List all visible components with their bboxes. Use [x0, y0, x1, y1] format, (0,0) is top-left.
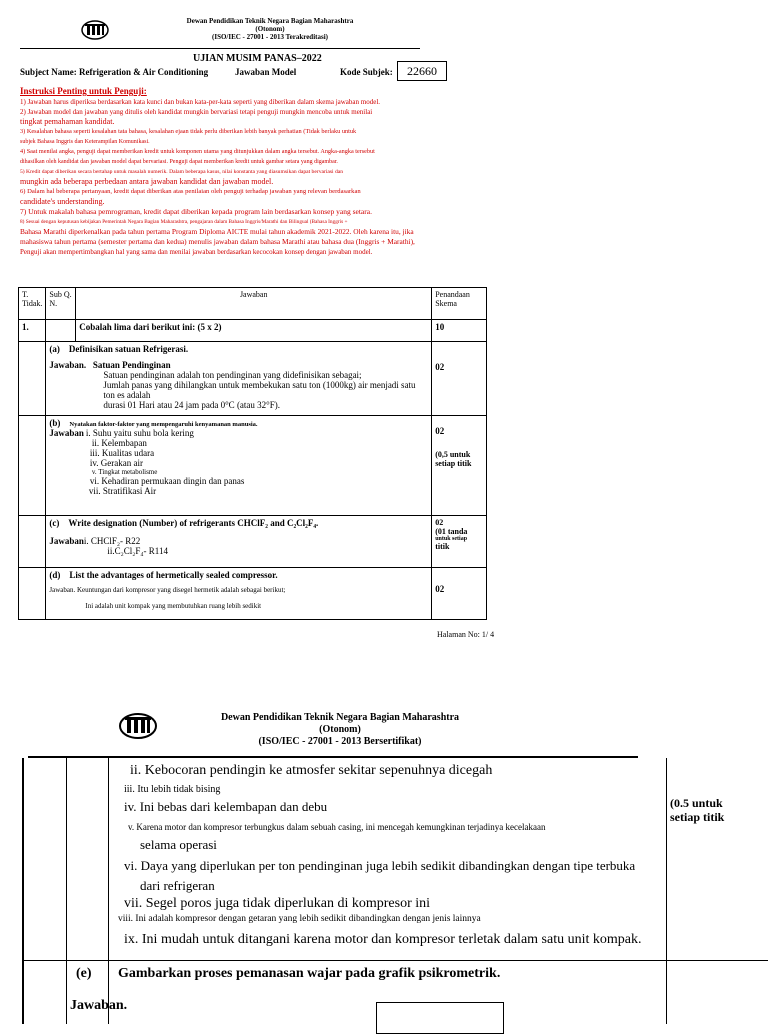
answer-b-item: vii. Stratifikasi Air: [88, 486, 157, 496]
instruction-line: Bahasa Marathi diperkenalkan pada tahun pertama Program Diploma AICTE mulai tahun akademik 2021-2022. Oleh karena itu, jika: [20, 227, 414, 236]
mark-a: 02: [435, 362, 445, 372]
mark-c-note1: (01 tanda: [435, 527, 468, 536]
answer-label: Jawaban.: [70, 998, 128, 1013]
instruction-line: mungkin ada beberapa perbedaan antara jawaban kandidat dan jawaban model.: [20, 177, 274, 186]
table-header-row: [19, 288, 487, 320]
question-instruction: Cobalah lima dari berikut ini: (5 x 2): [76, 320, 432, 342]
answer-label: Jawaban.: [49, 360, 87, 370]
sub-question-d: (d): [49, 570, 61, 580]
answer-label: Jawaban: [49, 428, 84, 438]
mark-b-note: (0,5 untuk setiap titik: [435, 450, 472, 468]
header-line1: Dewan Pendidikan Teknik Negara Bagian Maharashtra: [186, 17, 354, 25]
header-line1: Dewan Pendidikan Teknik Negara Bagian Maharashtra: [220, 712, 460, 723]
mark-c: 02: [435, 518, 444, 527]
col-answer: Jawaban: [76, 288, 432, 320]
answer-d-item: v. Karena motor dan kompresor terbungkus dalam sebuah casing, ini mencegah kemungkinan terjadinya kecelakaan: [128, 822, 546, 832]
answer-a-heading: Satuan Pendinginan: [92, 360, 171, 370]
mark-c-note3: titik: [435, 542, 450, 551]
subject-name: Subject Name: Refrigeration & Air Conditioning: [20, 67, 209, 77]
answer-c-line1: i. CHClF₂- R22: [83, 536, 141, 546]
header-line3: (ISO/IEC - 27001 - 2013 Terakreditasi): [212, 33, 328, 41]
mark-d-note: (0.5 untuk setiap titik: [670, 796, 725, 824]
sub-question-e: (e): [76, 966, 92, 981]
instruction-line: dihasilkan oleh kandidat dan jawaban model dapat bervariasi. Penguji dapat memberikan kredit untuk gambar setara yang digambar.: [20, 159, 338, 165]
instructions-title: Instruksi Penting untuk Penguji:: [20, 86, 147, 96]
answer-a-line: durasi 01 Hari atau 24 jam pada 0°C (atau 32°F).: [103, 400, 281, 410]
instruction-line: 1) Jawaban harus diperiksa berdasarkan kata kunci dan bukan kata-per-kata seperti yang diberikan dalam skema jawaban model.: [20, 98, 381, 106]
instruction-line: subjek Bahasa Inggris dan Keterampilan Komunikasi.: [20, 139, 150, 145]
answer-d-item: dari refrigeran: [140, 878, 215, 893]
instruction-line: tingkat pemahaman kandidat.: [20, 117, 115, 126]
answer-c-line2: ii.C₂Cl₂F₄- R114: [107, 546, 168, 556]
answer-d-item: ii. Kebocoran pendingin ke atmosfer sekitar sepenuhnya dicegah: [130, 763, 493, 778]
instruction-line: 3) Kesalahan bahasa seperti kesalahan tata bahasa, kesalahan ejaan tidak perlu diberikan lebih banyak perhatian (Tidak berlaku untuk: [20, 128, 357, 135]
page-2: [0, 700, 768, 1024]
col-marking-scheme: Penandaan Skema: [432, 288, 487, 320]
answer-b-item: v. Tingkat metabolisme: [91, 468, 158, 476]
answer-b-item: vi. Kehadiran permukaan dingin dan panas: [89, 476, 245, 486]
answer-b-item: iv. Gerakan air: [89, 458, 144, 468]
exam-title: UJIAN MUSIM PANAS–2022: [193, 53, 322, 64]
col-question-no: T. Tidak.: [19, 288, 46, 320]
question-c-text: Write designation (Number) of refrigerants CHClF₂ and C₂Cl₂F₄.: [68, 518, 319, 528]
question-number: 1.: [19, 320, 46, 342]
board-logo-icon: [118, 712, 158, 740]
sub-question-a: (a): [49, 344, 60, 354]
answer-d-line1: Ini adalah unit kompak yang membutuhkan ruang lebih sedikit: [85, 602, 262, 610]
table-row: [19, 568, 487, 620]
answer-label: Jawaban: [49, 536, 84, 546]
model-answer-label: Jawaban Model: [235, 67, 297, 77]
instruction-line: 6) Dalam hal beberapa pertanyaan, kredit dapat diberikan atas penilaian oleh penguji terhadap jawaban yang relevan berdasarkan: [20, 188, 361, 195]
instruction-line: Penguji akan mempertimbangkan hal yang sama dan menilai jawaban berdasarkan kecocokan konsep dengan jawaban model.: [20, 248, 373, 256]
answer-d-item: ix. Ini mudah untuk ditangani karena motor dan kompresor terletak dalam satu unit kompak.: [124, 932, 642, 947]
answer-a-line: Jumlah panas yang dihilangkan untuk membekukan satu ton (1000kg) air menjadi satu ton es adalah: [103, 380, 416, 400]
header-line2: (Otonom): [319, 724, 361, 735]
col-sub-question: Sub Q. N.: [46, 288, 76, 320]
instruction-line: 7) Untuk makalah bahasa pemrograman, kredit dapat diberikan kepada program lain berdasarkan konsep yang setara.: [20, 207, 372, 216]
answer-d-item: vii. Segel poros juga tidak diperlukan di kompresor ini: [124, 896, 431, 911]
question-mark: 10: [432, 320, 487, 342]
answer-d-item: iii. Itu lebih tidak bising: [124, 784, 221, 795]
sub-question-c: (c): [49, 518, 60, 528]
instruction-line: 8) Sesuai dengan keputusan kebijakan Pemerintah Negara Bagian Maharashtra, pengajaran dalam Bahasa Inggris/Marathi dan Bilingual (Bahasa Inggris +: [20, 219, 348, 225]
answer-b-item: iii. Kualitas udara: [89, 448, 155, 458]
table-row: [19, 320, 487, 342]
answer-b-item: i. Suhu yaitu suhu bola kering: [85, 428, 194, 438]
instructions-list: [20, 97, 748, 257]
answer-d-item: iv. Ini bebas dari kelembapan dan debu: [124, 799, 328, 814]
answer-d-intro: Jawaban. Keuntungan dari kompresor yang disegel hermetik adalah sebagai berikut;: [49, 586, 286, 594]
header-divider: [20, 48, 420, 49]
psychrometric-chart-box: [376, 1002, 504, 1034]
table-row: [19, 342, 487, 416]
mark-b: 02: [435, 426, 445, 436]
subject-code-label: Kode Subjek:: [340, 67, 393, 77]
instruction-line: mahasiswa tahun pertama (semester pertama dan kedua) menulis jawaban dalam bahasa Marathi atau bahasa dua (Inggris + Marathi),: [20, 237, 415, 246]
question-e-text: Gambarkan proses pemanasan wajar pada grafik psikrometrik.: [118, 966, 501, 981]
answer-d-item: viii. Ini adalah kompresor dengan getaran yang lebih sedikit dibandingkan dengan jenis lainnya: [118, 914, 481, 924]
mark-c-note2: untuk setiap: [435, 536, 468, 542]
question-d-text: List the advantages of hermetically sealed compressor.: [69, 570, 278, 580]
header-line2: (Otonom): [255, 25, 285, 33]
instruction-line: 4) Saat menilai angka, penguji dapat memberikan kredit untuk komponen utama yang ditunjukkan dalam angka tersebut. Angka-angka tersebut: [20, 148, 375, 155]
answer-a-line: Satuan pendinginan adalah ton pendinginan yang didefinisikan sebagai;: [103, 370, 362, 380]
table-row: [19, 516, 487, 568]
page2-header: [170, 712, 510, 748]
instruction-line: 2) Jawaban model dan jawaban yang ditulis oleh kandidat mungkin bervariasi tetapi penguji mungkin mencoba untuk menilai: [20, 108, 373, 116]
mark-d: 02: [435, 584, 445, 594]
table-row: [19, 416, 487, 516]
instruction-line: candidate's understanding.: [20, 197, 105, 206]
instruction-line: 5) Kredit dapat diberikan secara bertahap untuk masalah numerik. Dalam beberapa kasus, nilai konstanta yang diasumsikan dapat bervariasi dan: [20, 169, 344, 175]
header-line3: (ISO/IEC - 27001 - 2013 Bersertifikat): [258, 736, 422, 747]
page-number: Halaman No: 1/ 4: [437, 630, 495, 639]
answer-d-item: selama operasi: [140, 837, 217, 852]
sub-question-b: (b): [49, 418, 61, 428]
question-b-text: Nyatakan faktor-faktor yang mempengaruhi kenyamanan manusia.: [69, 421, 258, 428]
answer-table: [18, 287, 487, 620]
subject-code-box: 22660: [397, 61, 447, 81]
board-logo-icon: [80, 20, 110, 40]
page1-header: [120, 17, 420, 41]
header-divider: [28, 756, 638, 758]
answer-d-item: vi. Daya yang diperlukan per ton pendinginan juga lebih sedikit dibandingkan dengan tipe terbuka: [124, 858, 636, 873]
question-a-text: Definisikan satuan Refrigerasi.: [68, 344, 189, 354]
answer-b-item: ii. Kelembapan: [91, 438, 147, 448]
